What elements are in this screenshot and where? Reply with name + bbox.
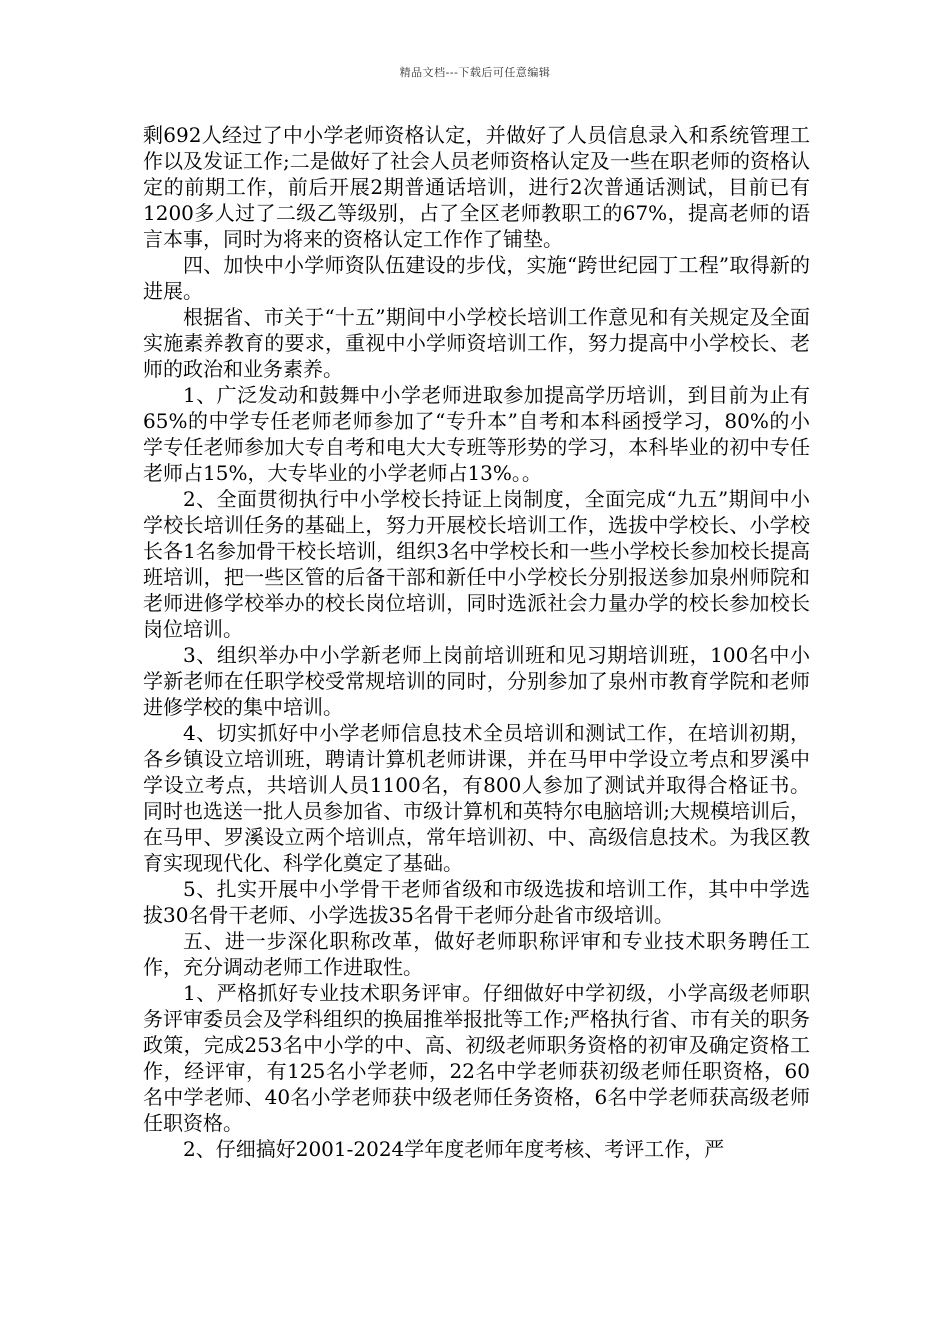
- list-item: 1、严格抓好专业技术职务评审。仔细做好中学初级，小学高级老师职务评审委员会及学科组织的换届推举报批等工作;严格执行省、市有关的职务政策，完成253名中小学的中、高、初级老师职务资格的初审及确定资格工作，经评审，有125名小学老师，22名中学老师获初级老师任职资格，60名中学老师、40名小学老师获中级老师任务资格，6名中学老师获高级老师任职资格。: [143, 981, 810, 1135]
- list-item: 1、广泛发动和鼓舞中小学老师进取参加提高学历培训，到目前为止有65%的中学专任老师老师参加了“专升本”自考和本科函授学习，80%的小学专任老师参加大专自考和电大大专班等形势的学习，本科毕业的初中专任老师占15%，大专毕业的小学老师占13%。。: [143, 383, 810, 485]
- paragraph: 剩692人经过了中小学老师资格认定，并做好了人员信息录入和系统管理工作以及发证工作;二是做好了社会人员老师资格认定及一些在职老师的资格认定的前期工作，前后开展2期普通话培训，进行2次普通话测试，目前已有1200多人过了二级乙等级别，占了全区老师教职工的67%，提高老师的语言本事，同时为将来的资格认定工作作了铺垫。: [143, 123, 810, 251]
- list-item: 3、组织举办中小学新老师上岗前培训班和见习期培训班，100名中小学新老师在任职学校受常规培训的同时，分别参加了泉州市教育学院和老师进修学校的集中培训。: [143, 643, 810, 719]
- section-heading: 五、进一步深化职称改革，做好老师职称评审和专业技术职务聘任工作，充分调动老师工作进取性。: [143, 929, 810, 979]
- list-item: 2、全面贯彻执行中小学校长持证上岗制度，全面完成“九五”期间中小学校长培训任务的基础上，努力开展校长培训工作，选拔中学校长、小学校长各1名参加骨干校长培训，组织3名中学校长和一些小学校长参加校长提高班培训，把一些区管的后备干部和新任中小学校长分别报送参加泉州师院和老师进修学校举办的校长岗位培训，同时选派社会力量办学的校长参加校长岗位培训。: [143, 487, 810, 641]
- list-item: 5、扎实开展中小学骨干老师省级和市级选拔和培训工作，其中中学选拔30名骨干老师、小学选拔35名骨干老师分赴省市级培训。: [143, 877, 810, 927]
- list-item: 4、切实抓好中小学老师信息技术全员培训和测试工作，在培训初期，各乡镇设立培训班，聘请计算机老师讲课，并在马甲中学设立考点和罗溪中学设立考点，共培训人员1100名，有800人参加了测试并取得合格证书。同时也选送一批人员参加省、市级计算机和英特尔电脑培训;大规模培训后，在马甲、罗溪设立两个培训点，常年培训初、中、高级信息技术。为我区教育实现现代化、科学化奠定了基础。: [143, 721, 810, 875]
- page-header: 精品文档---下载后可任意编辑: [399, 66, 551, 79]
- paragraph: 根据省、市关于“十五”期间中小学校长培训工作意见和有关规定及全面实施素养教育的要求，重视中小学师资培训工作，努力提高中小学校长、老师的政治和业务素养。: [143, 305, 810, 381]
- list-item: 2、仔细搞好2001-2024学年度老师年度考核、考评工作，严: [183, 1137, 725, 1161]
- document-body: [143, 122, 810, 1162]
- section-heading: 四、加快中小学师资队伍建设的步伐，实施“跨世纪园丁工程”取得新的进展。: [143, 253, 810, 303]
